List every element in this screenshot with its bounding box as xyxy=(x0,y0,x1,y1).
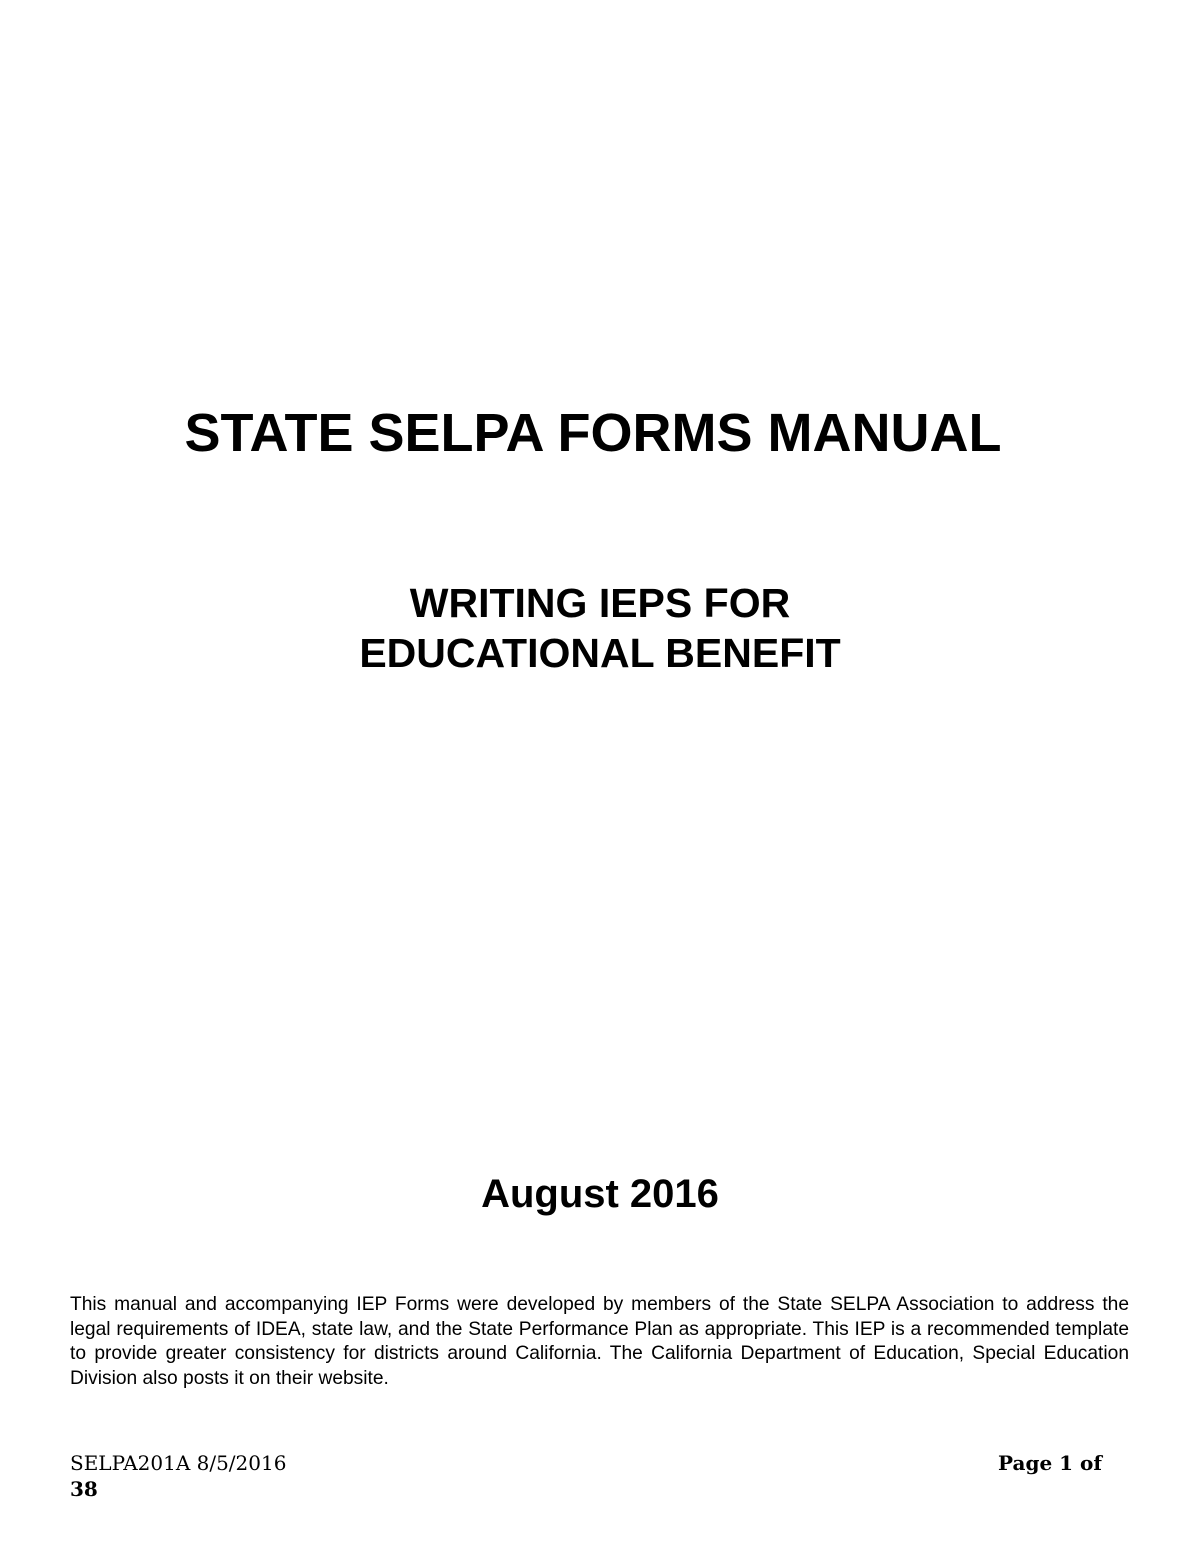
document-subtitle xyxy=(0,578,1200,678)
document-id: SELPA201A 8/5/2016 xyxy=(70,1451,287,1475)
document-title: STATE SELPA FORMS MANUAL xyxy=(184,403,1002,463)
publication-date: August 2016 xyxy=(481,1172,719,1216)
page-number: 1 xyxy=(1059,1451,1074,1475)
subtitle-line-2: EDUCATIONAL BENEFIT xyxy=(359,630,841,676)
subtitle-line-1: WRITING IEPS FOR xyxy=(409,580,791,626)
of-label: of xyxy=(1080,1451,1102,1475)
total-pages: 38 xyxy=(70,1477,98,1501)
intro-paragraph: This manual and accompanying IEP Forms were developed by members of the State SELPA Association to address the legal requirements of IDEA, state law, and the State Performance Plan as appropriate. This IEP is a recommended template to provide greater consistency for districts around California. The California Department of Education, Special Education Division also posts it on their website. xyxy=(70,1294,1129,1389)
page-label: Page xyxy=(998,1451,1053,1475)
page-indicator xyxy=(998,1450,1102,1476)
page-footer xyxy=(70,1450,1102,1502)
